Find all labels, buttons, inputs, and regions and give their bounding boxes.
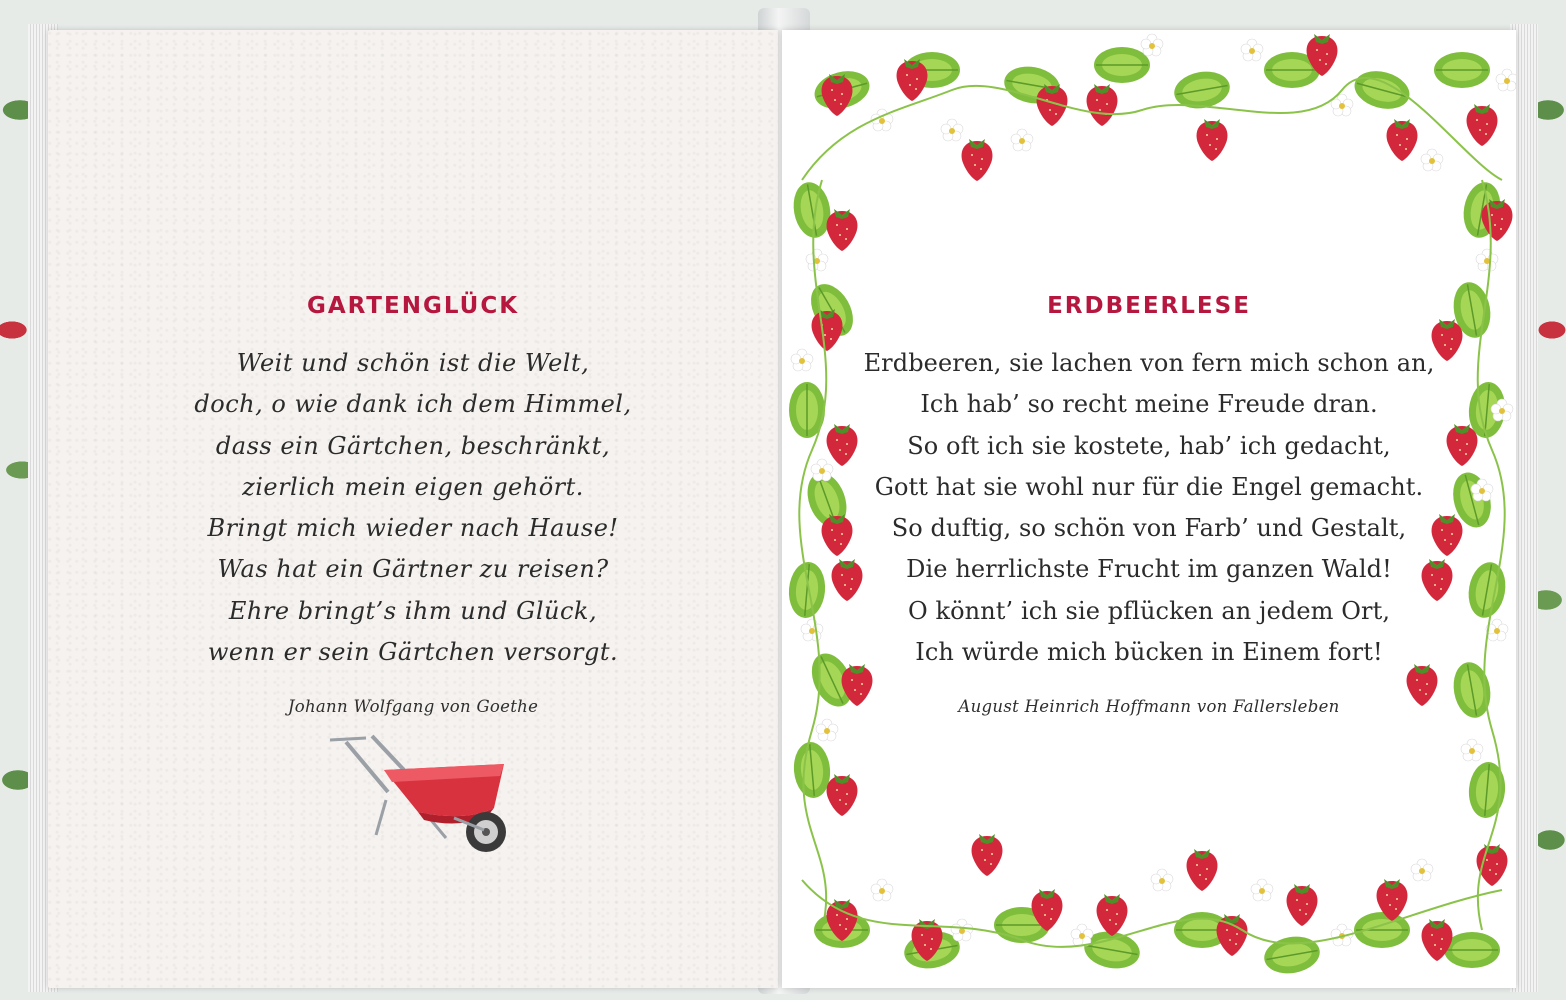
poem-line: Gott hat sie wohl nur für die Engel gemacht. [874, 472, 1424, 501]
frame-top [802, 34, 1516, 181]
poem-line: So oft ich sie kostete, hab’ ich gedacht, [907, 431, 1391, 460]
poem-line: Ich hab’ so recht meine Freude dran. [920, 390, 1378, 419]
wheelbarrow-icon [326, 730, 536, 860]
poem-line: Weit und schön ist die Welt, [236, 349, 590, 377]
poem-gartenglueck [48, 293, 778, 716]
right-page [782, 30, 1516, 988]
poem-title: ERDBEERLESE [1047, 293, 1251, 319]
poem-author: August Heinrich Hoffmann von Fallersleben [958, 697, 1340, 717]
poem-line: dass ein Gärtchen, beschränkt, [215, 431, 611, 460]
poem-line: So duftig, so schön von Farb’ und Gestalt, [891, 514, 1407, 543]
poem-line: Bringt mich wieder nach Hause! [207, 514, 619, 543]
frame-bottom [802, 834, 1502, 978]
poem-erdbeerlese [782, 293, 1516, 716]
poem-line: Erdbeeren, sie lachen von fern mich schon an, [863, 349, 1435, 377]
poem-title: GARTENGLÜCK [306, 293, 520, 319]
poem-lines [48, 343, 778, 673]
poem-author: Johann Wolfgang von Goethe [287, 697, 539, 717]
poem-line: Was hat ein Gärtner zu reisen? [217, 555, 609, 584]
poem-line: zierlich mein eigen gehört. [242, 472, 584, 501]
poem-line: Ich würde mich bücken in Einem fort! [915, 638, 1383, 667]
poem-lines [782, 343, 1516, 673]
poem-line: doch, o wie dank ich dem Himmel, [194, 390, 632, 419]
poem-line: O könnt’ ich sie pflücken an jedem Ort, [907, 596, 1391, 625]
poem-line: wenn er sein Gärtchen versorgt. [207, 638, 619, 667]
poem-line: Ehre bringt’s ihm und Glück, [228, 596, 598, 625]
poem-line: Die herrlichste Frucht im ganzen Wald! [906, 555, 1392, 584]
left-page [48, 30, 778, 988]
